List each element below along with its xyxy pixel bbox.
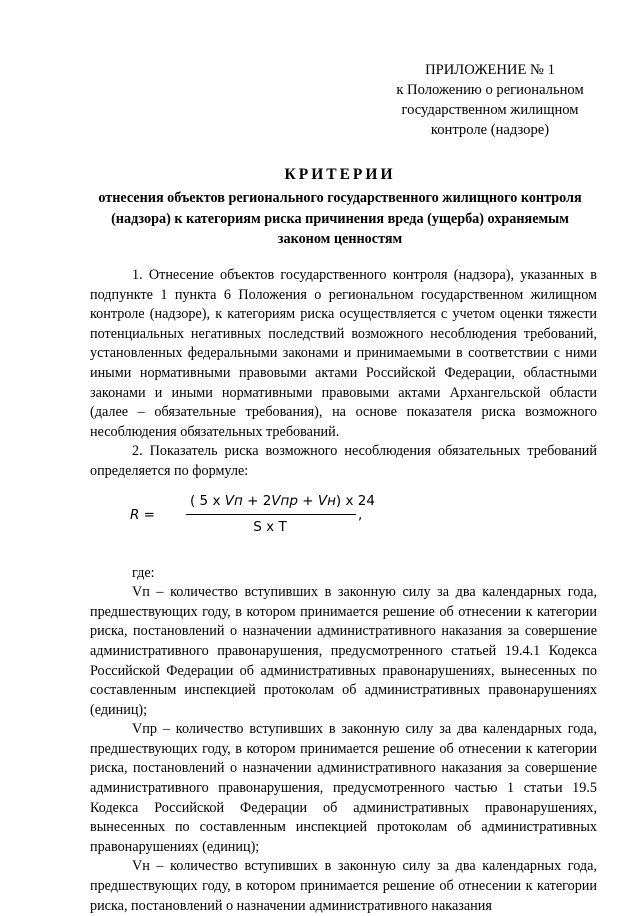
document-title: КРИТЕРИИ [284,166,396,183]
formula-numerator: ( 5 x Vп + 2Vпр + Vн) x 24 [190,492,375,509]
where-label: где: [132,564,155,581]
paragraph-1: 1. Отнесение объектов государственного контроля (надзора), указанных в подпункте 1 пункта 6 Положения о региональном государственном жилищном контроле (надзоре), к категориям риска осуществляется с учетом оценки тяжести потенциальных негативных последствий возможного несоблюдения требований, установленных федеральными законами и принимаемыми в соответствии с ними иными нормативными правовыми актами Российской Федерации, областными законами и иными нормативными правовыми актами Архангельской области (далее – обязательные требования), на основе показателя риска возможного несоблюдения обязательных требований. [90,267,597,440]
appendix-reference-line: государственном жилищном [401,102,579,118]
definition-vpr: Vпр – количество вступивших в законную силу за два календарных года, предшествующих году, в котором принимается решение об отнесении к категории риска, постановлений о назначении административного наказания за совершение административного правонарушения, предусмотренного частью 1 статьи 19.5 Кодекса Российской Федерации об административных правонарушениях, вынесенных по составленным инспекцией протоколам об административных правонарушениях (единиц); [90,721,597,855]
definition-vp: Vп – количество вступивших в законную силу за два календарных года, предшествующих году, в котором принимается решение об отнесении к категории риска, постановлений о назначении административного наказания за совершение административного правонарушения, предусмотренного статьей 19.4.1 Кодекса Российской Федерации об административных правонарушениях, вынесенных по составленным инспекцией протоколам об административных правонарушениях (единиц); [90,584,597,718]
appendix-number: ПРИЛОЖЕНИЕ № 1 [425,62,555,78]
appendix-header [370,60,610,140]
paragraph-2: 2. Показатель риска возможного несоблюдения обязательных требований определяется по формуле: [90,443,597,479]
risk-formula [90,488,597,556]
formula-lhs: R = [130,506,155,523]
document-body [90,266,597,916]
document-subtitle: отнесения объектов регионального государственного жилищного контроля (надзора) к категориям риска причинения вреда (ущерба) охраняемым законом ценностям [98,190,582,247]
appendix-reference-line: контроле (надзоре) [430,122,550,138]
formula-comma: , [358,506,363,523]
document-title-block [90,164,590,250]
formula-denominator: S x T [253,518,287,535]
definition-vn: Vн – количество вступивших в законную силу за два календарных года, предшествующих году, в котором принимается решение об отнесении к категории риска, постановлений о назначении административного наказания [90,858,597,914]
appendix-reference-line: к Положению о региональном [396,82,584,98]
formula-fraction-bar [186,514,356,515]
